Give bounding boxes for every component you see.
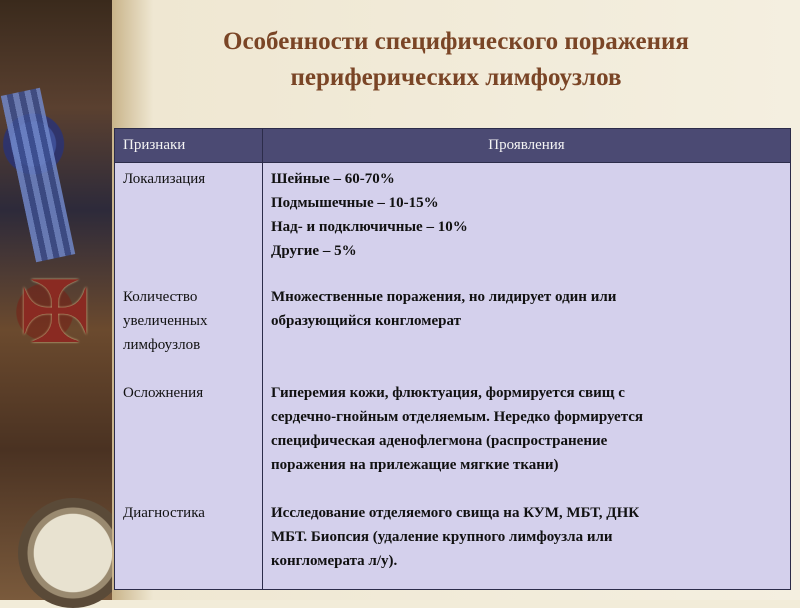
manifestation-localization-1: Шейные – 60-70% bbox=[271, 171, 395, 187]
manifestation-count-2: образующийся конгломерат bbox=[271, 313, 461, 329]
manifestations-column bbox=[263, 163, 791, 590]
sign-count-line-3: лимфоузлов bbox=[123, 337, 201, 353]
slide-title-line-2: периферических лимфоузлов bbox=[290, 64, 622, 91]
header-manifestations: Проявления bbox=[263, 129, 791, 163]
manifestation-localization-2: Подмышечные – 10-15% bbox=[271, 195, 439, 211]
manifestation-complications-4: поражения на прилежащие мягкие ткани) bbox=[271, 457, 559, 473]
manifestation-diagnostics-1: Исследование отделяемого свища на КУМ, МБТ, ДНК bbox=[271, 505, 640, 521]
manifestation-count-1: Множественные поражения, но лидирует один или bbox=[271, 289, 617, 305]
sign-count-line-2: увеличенных bbox=[123, 313, 208, 329]
manifestation-complications-1: Гиперемия кожи, флюктуация, формируется свищ с bbox=[271, 385, 625, 401]
features-table bbox=[114, 128, 791, 590]
header-signs: Признаки bbox=[115, 129, 263, 163]
manifestation-complications-2: сердечно-гнойным отделяемым. Нередко формируется bbox=[271, 409, 644, 425]
signs-column bbox=[115, 163, 263, 590]
medal-cross-decoration: ✠ bbox=[18, 265, 92, 361]
manifestation-localization-3: Над- и подключичные – 10% bbox=[271, 219, 468, 235]
table-body-row bbox=[115, 163, 791, 590]
sign-count-line-1: Количество bbox=[123, 289, 198, 305]
manifestation-localization-4: Другие – 5% bbox=[271, 243, 357, 259]
sign-localization: Локализация bbox=[123, 171, 206, 187]
manifestation-diagnostics-2: МБТ. Биопсия (удаление крупного лимфоузла или bbox=[271, 529, 613, 545]
slide-title bbox=[112, 24, 800, 96]
slide-title-line-1: Особенности специфического поражения bbox=[223, 28, 689, 55]
decorative-background-image bbox=[0, 0, 112, 600]
manifestation-complications-3: специфическая аденофлегмона (распространение bbox=[271, 433, 608, 449]
medal-ribbon-decoration bbox=[1, 88, 75, 263]
sign-diagnostics: Диагностика bbox=[123, 505, 205, 521]
manifestation-diagnostics-3: конгломерата л/у). bbox=[271, 553, 398, 569]
sign-complications: Осложнения bbox=[123, 385, 204, 401]
table-header-row bbox=[115, 129, 791, 163]
